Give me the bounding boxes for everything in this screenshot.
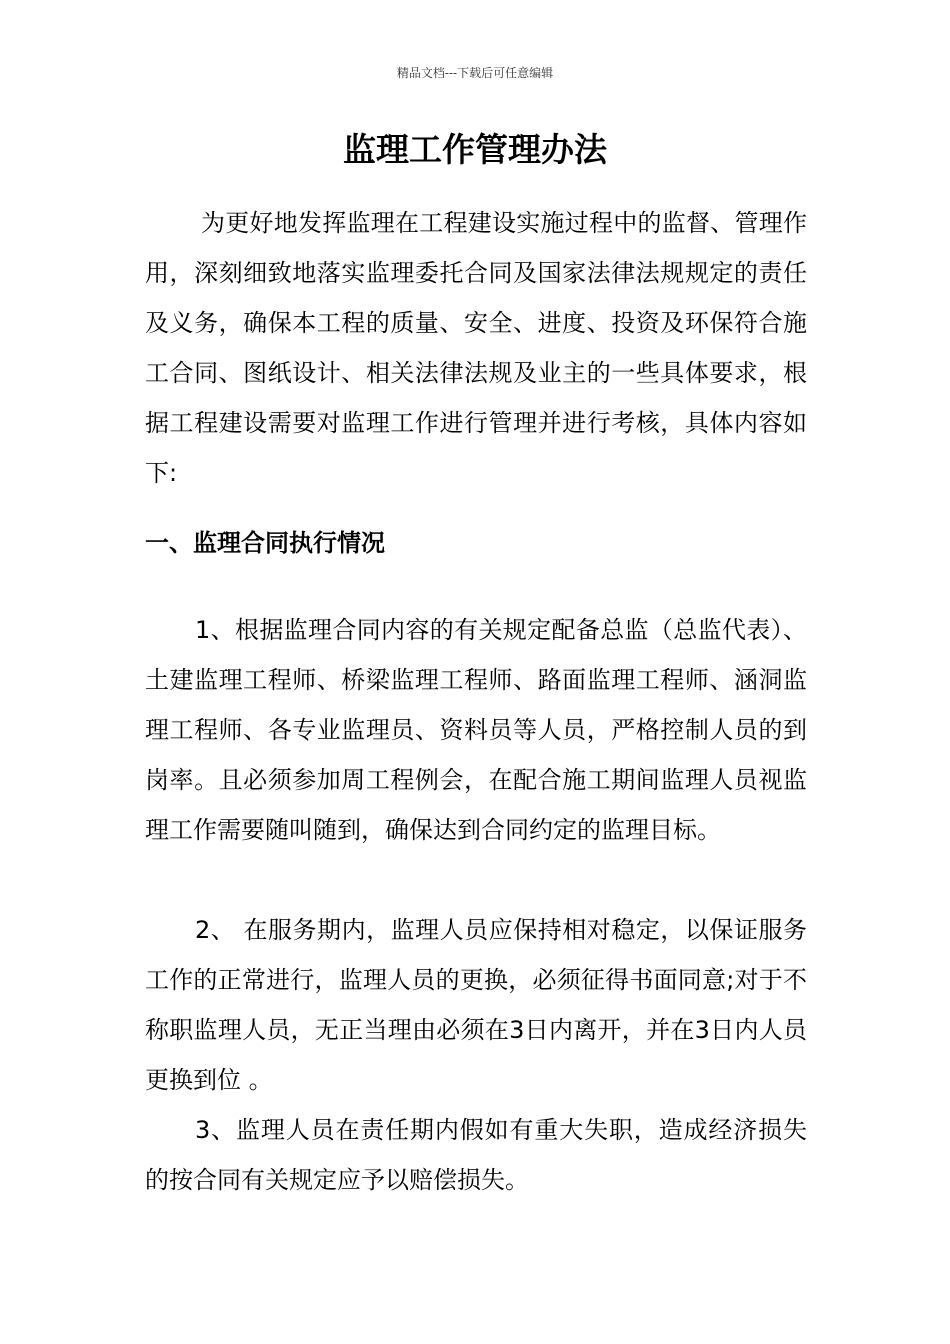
list-item-2: 2、 在服务期内，监理人员应保持相对稳定，以保证服务工作的正常进行，监理人员的更换，必须征得书面同意;对于不称职监理人员，无正当理由必须在3日内离开，并在3日内人员更换到位 。 (145, 916, 807, 1094)
section-heading: 一、监理合同执行情况 (145, 529, 385, 557)
intro-paragraph: 为更好地发挥监理在工程建设实施过程中的监督、管理作用，深刻细致地落实监理委托合同及国家法律法规规定的责任及义务，确保本工程的质量、安全、进度、投资及环保符合施工合同、图纸设计、相关法律法规及业主的一些具体要求，根据工程建设需要对监理工作进行管理并进行考核，具体内容如下: (145, 209, 807, 487)
header-note: 精品文档---下载后可任意编辑 (396, 66, 554, 80)
document-title: 监理工作管理办法 (343, 130, 607, 169)
list-item-1: 1、根据监理合同内容的有关规定配备总监（总监代表）、土建监理工程师、桥梁监理工程师、路面监理工程师、涵洞监理工程师、各专业监理员、资料员等人员，严格控制人员的到岗率。且必须参加周工程例会，在配合施工期间监理人员视监理工作需要随叫随到，确保达到合同约定的监理目标。 (145, 616, 807, 844)
list-item-3: 3、监理人员在责任期内假如有重大失职，造成经济损失的按合同有关规定应予以赔偿损失。 (145, 1116, 807, 1194)
